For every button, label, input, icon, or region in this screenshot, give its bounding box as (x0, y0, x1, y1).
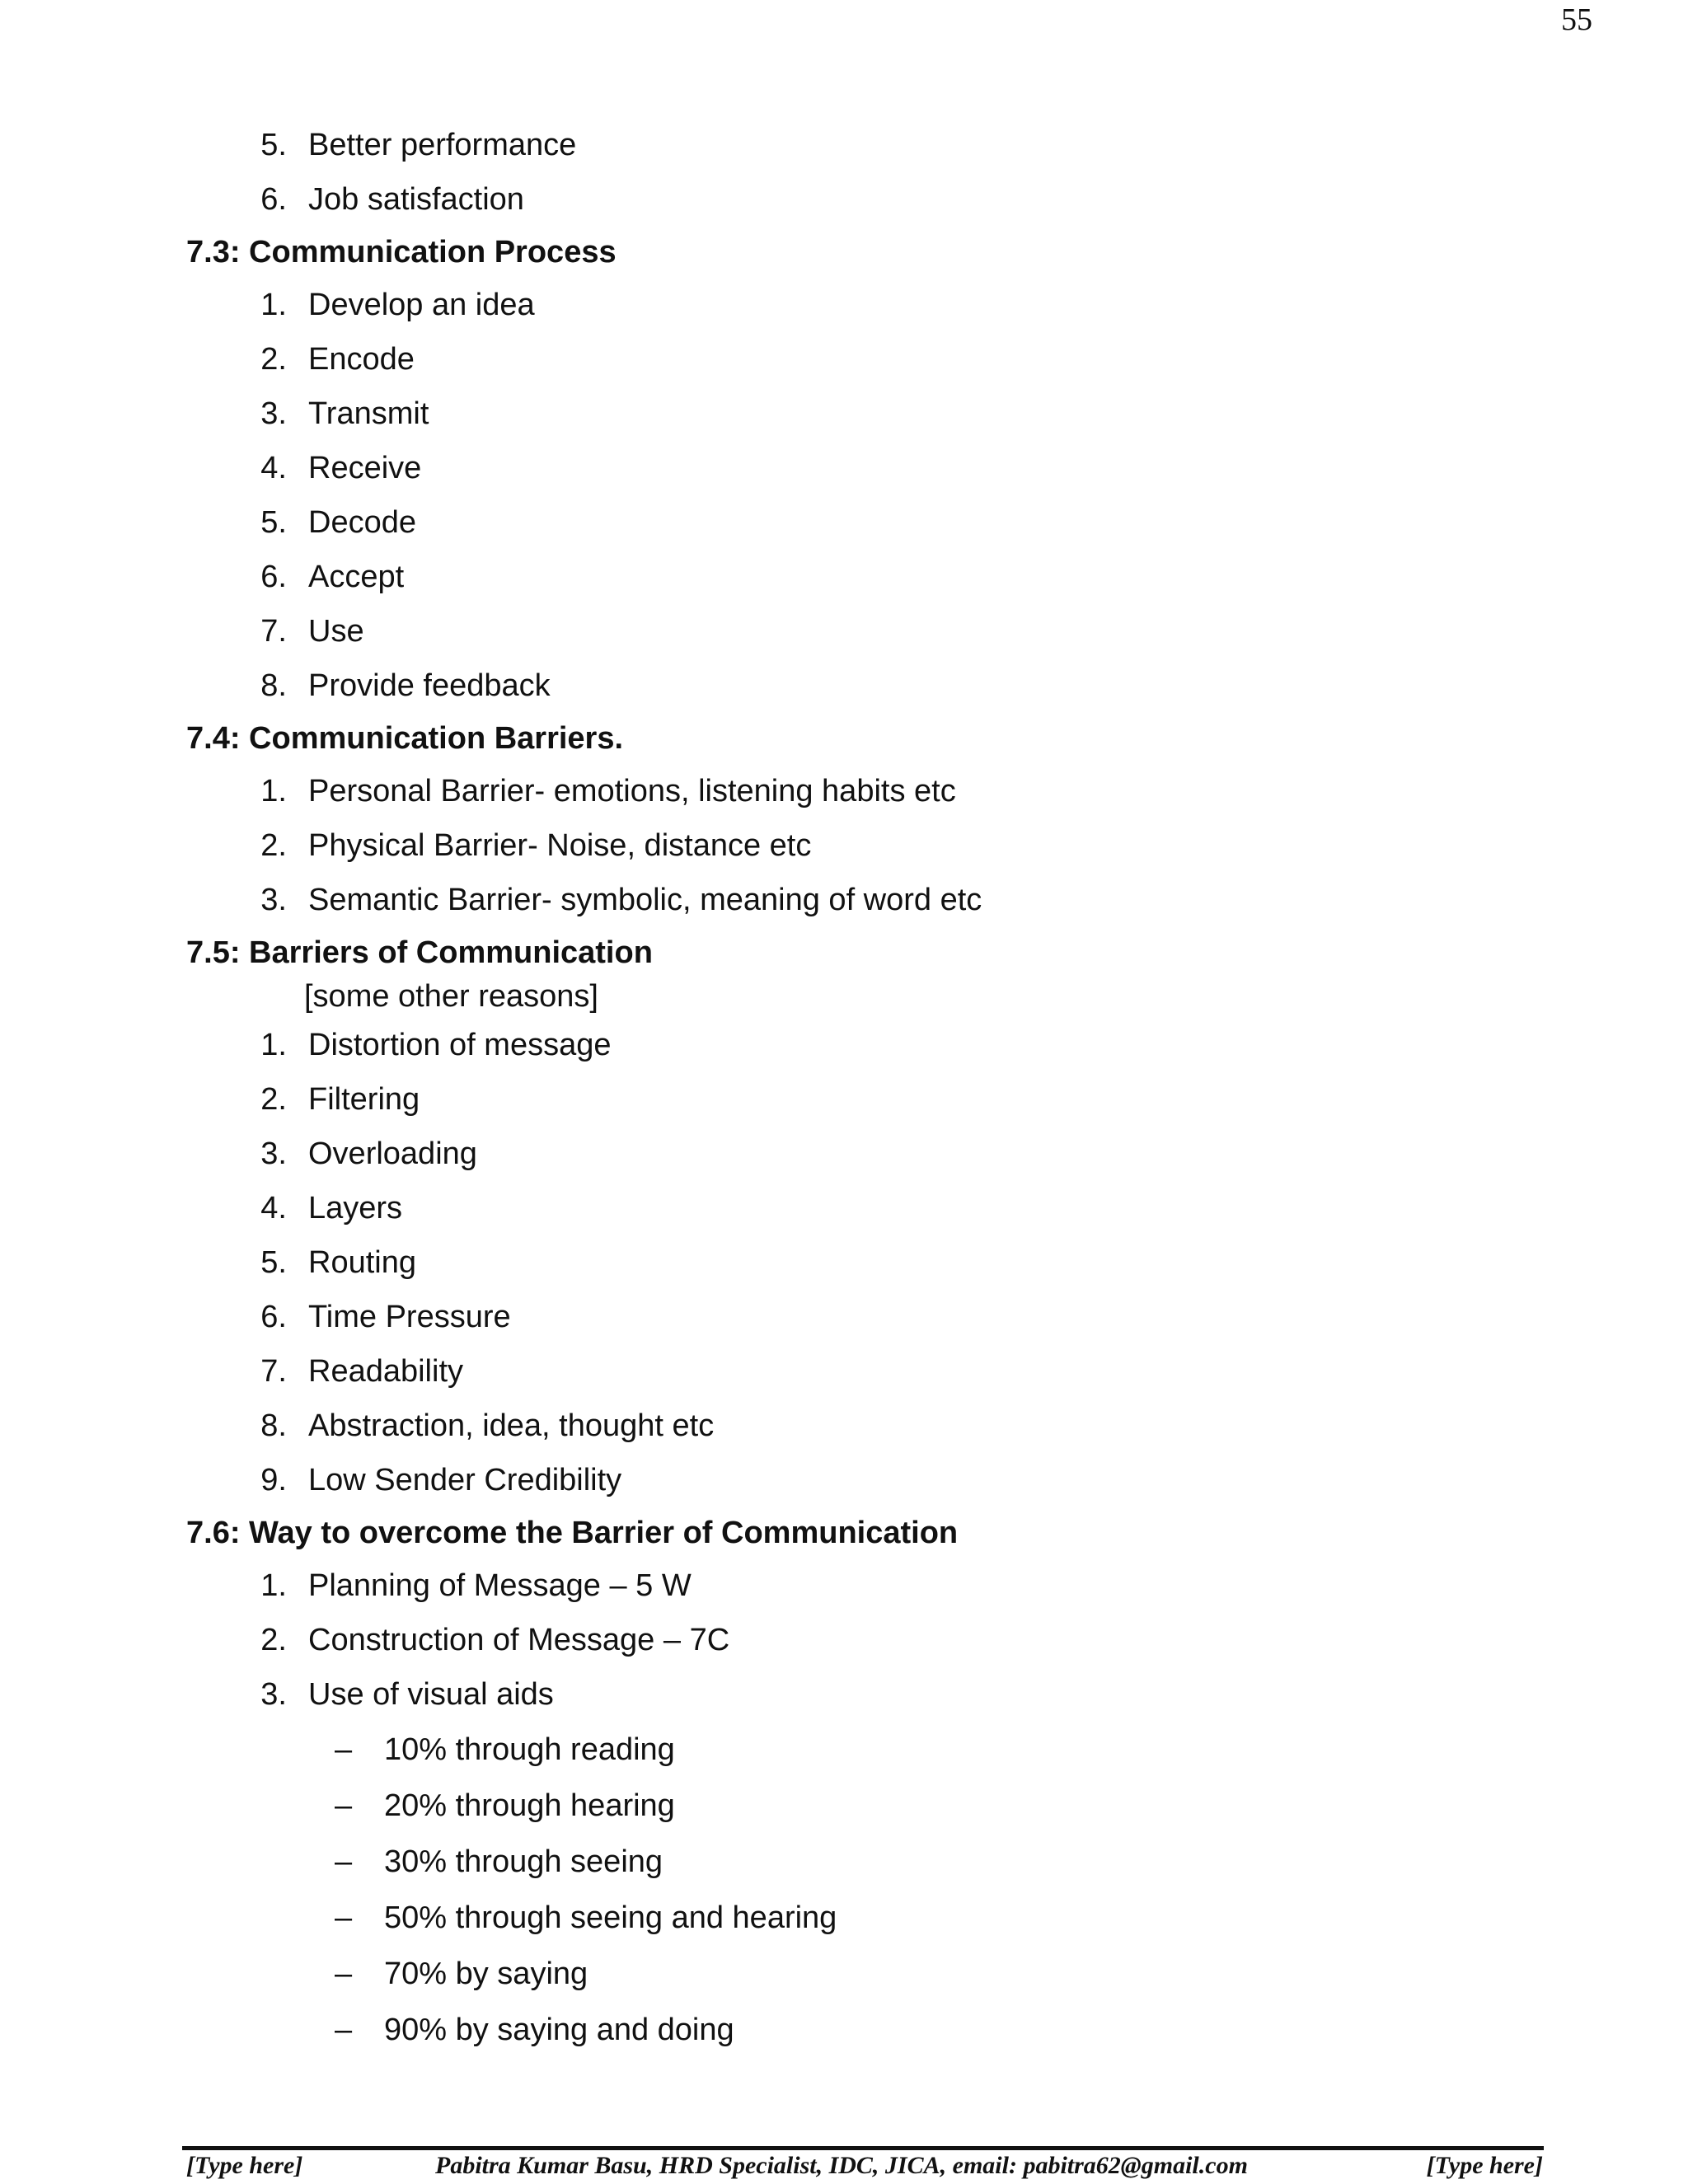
list-item (186, 1072, 1546, 1127)
dash-bullet: – (335, 1957, 353, 1991)
list-item-text: Receive (308, 451, 422, 485)
list-item-number: 8. (260, 668, 287, 703)
list-item (186, 818, 1546, 873)
list-item-text: Use (308, 614, 364, 649)
list-item-text: Decode (308, 505, 416, 540)
list-item-text: Layers (308, 1191, 403, 1226)
list-item-text: Personal Barrier- emotions, listening habits etc (308, 774, 956, 808)
list-item (186, 550, 1546, 604)
list-item-number: 4. (260, 451, 287, 485)
list-item (186, 1399, 1546, 1453)
list-item-text: Better performance (308, 128, 577, 162)
list-item-text: Provide feedback (308, 668, 551, 703)
bullet-item-text: 30% through seeing (384, 1844, 663, 1879)
list-item-number: 3. (260, 1137, 287, 1171)
footer-left: [Type here] (186, 2152, 303, 2179)
bullet-item-text: 10% through reading (384, 1732, 675, 1767)
list-item (186, 873, 1546, 927)
list-item-text: Physical Barrier- Noise, distance etc (308, 828, 812, 863)
list-item-number: 7. (260, 614, 287, 649)
list-item-text: Time Pressure (308, 1300, 511, 1334)
bullet-item-text: 70% by saying (384, 1957, 588, 1991)
list-item-number: 5. (260, 505, 287, 540)
page-number: 55 (1561, 2, 1592, 37)
list-item-text: Develop an idea (308, 288, 535, 322)
list-item-text: Transmit (308, 396, 429, 431)
list-item-number: 1. (260, 1568, 287, 1603)
section-heading: 7.6: Way to overcome the Barrier of Communication (186, 1516, 959, 1550)
list-item (186, 604, 1546, 658)
list-item-text: Distortion of message (308, 1028, 612, 1062)
list-item (186, 1667, 1546, 1722)
list-item-text: Use of visual aids (308, 1677, 554, 1712)
list-item-text: Construction of Message – 7C (308, 1623, 730, 1657)
list-item-number: 1. (260, 1028, 287, 1062)
list-item (186, 1127, 1546, 1181)
list-item (186, 332, 1546, 387)
footer-author: Pabitra Kumar Basu, HRD Specialist, IDC, JICA, email: pabitra62@gmail.com (435, 2152, 1248, 2179)
list-item-text: Filtering (308, 1082, 420, 1117)
list-item-text: Low Sender Credibility (308, 1463, 622, 1497)
list-item (186, 118, 1546, 172)
dash-bullet: – (335, 1732, 353, 1767)
list-item-number: 1. (260, 288, 287, 322)
dash-bullet: – (335, 2013, 353, 2047)
dash-bullet: – (335, 1788, 353, 1823)
list-item-text: Routing (308, 1245, 416, 1280)
list-item-text: Job satisfaction (308, 182, 524, 217)
section-heading: 7.3: Communication Process (186, 235, 617, 269)
bullet-item (186, 1778, 1546, 1834)
bullet-item-text: 20% through hearing (384, 1788, 675, 1823)
list-item-text: Planning of Message – 5 W (308, 1568, 692, 1603)
dash-bullet: – (335, 1900, 353, 1935)
section-heading: 7.5: Barriers of Communication (186, 935, 653, 970)
list-item-number: 7. (260, 1354, 287, 1389)
list-item (186, 1181, 1546, 1235)
list-item (186, 1453, 1546, 1507)
list-item-number: 4. (260, 1191, 287, 1226)
list-item-text: Encode (308, 342, 415, 377)
list-item-text: Overloading (308, 1137, 477, 1171)
list-item-number: 8. (260, 1408, 287, 1443)
bullet-item (186, 1890, 1546, 1946)
list-item-number: 2. (260, 342, 287, 377)
list-item-number: 5. (260, 128, 287, 162)
list-item (186, 441, 1546, 495)
list-item (186, 1235, 1546, 1290)
list-item-text: Accept (308, 560, 405, 594)
list-item-number: 2. (260, 1623, 287, 1657)
footer-right: [Type here] (1426, 2152, 1543, 2179)
list-item-number: 2. (260, 828, 287, 863)
list-item (186, 1613, 1546, 1667)
list-item (186, 658, 1546, 713)
list-item (186, 278, 1546, 332)
bullet-item (186, 1834, 1546, 1890)
bullet-item-text: 50% through seeing and hearing (384, 1900, 837, 1935)
list-item-number: 3. (260, 396, 287, 431)
list-item-number: 1. (260, 774, 287, 808)
list-item-number: 6. (260, 560, 287, 594)
bullet-item (186, 2002, 1546, 2058)
list-item-number: 2. (260, 1082, 287, 1117)
list-item (186, 172, 1546, 227)
list-item-number: 6. (260, 1300, 287, 1334)
list-item (186, 495, 1546, 550)
list-item-number: 9. (260, 1463, 287, 1497)
list-item-number: 3. (260, 1677, 287, 1712)
list-item-number: 3. (260, 883, 287, 917)
section-subtitle: [some other reasons] (304, 979, 598, 1014)
list-item-number: 5. (260, 1245, 287, 1280)
list-item-number: 6. (260, 182, 287, 217)
list-item (186, 764, 1546, 818)
bullet-item (186, 1946, 1546, 2002)
list-item (186, 1290, 1546, 1344)
list-item-text: Semantic Barrier- symbolic, meaning of word etc (308, 883, 982, 917)
dash-bullet: – (335, 1844, 353, 1879)
list-item (186, 387, 1546, 441)
document-body (186, 118, 1546, 2058)
list-item (186, 1558, 1546, 1613)
footer-divider (182, 2146, 1544, 2150)
bullet-item-text: 90% by saying and doing (384, 2013, 734, 2047)
list-item (186, 1018, 1546, 1072)
section-heading: 7.4: Communication Barriers. (186, 721, 624, 756)
list-item-text: Abstraction, idea, thought etc (308, 1408, 715, 1443)
list-item (186, 1344, 1546, 1399)
bullet-item (186, 1722, 1546, 1778)
list-item-text: Readability (308, 1354, 463, 1389)
